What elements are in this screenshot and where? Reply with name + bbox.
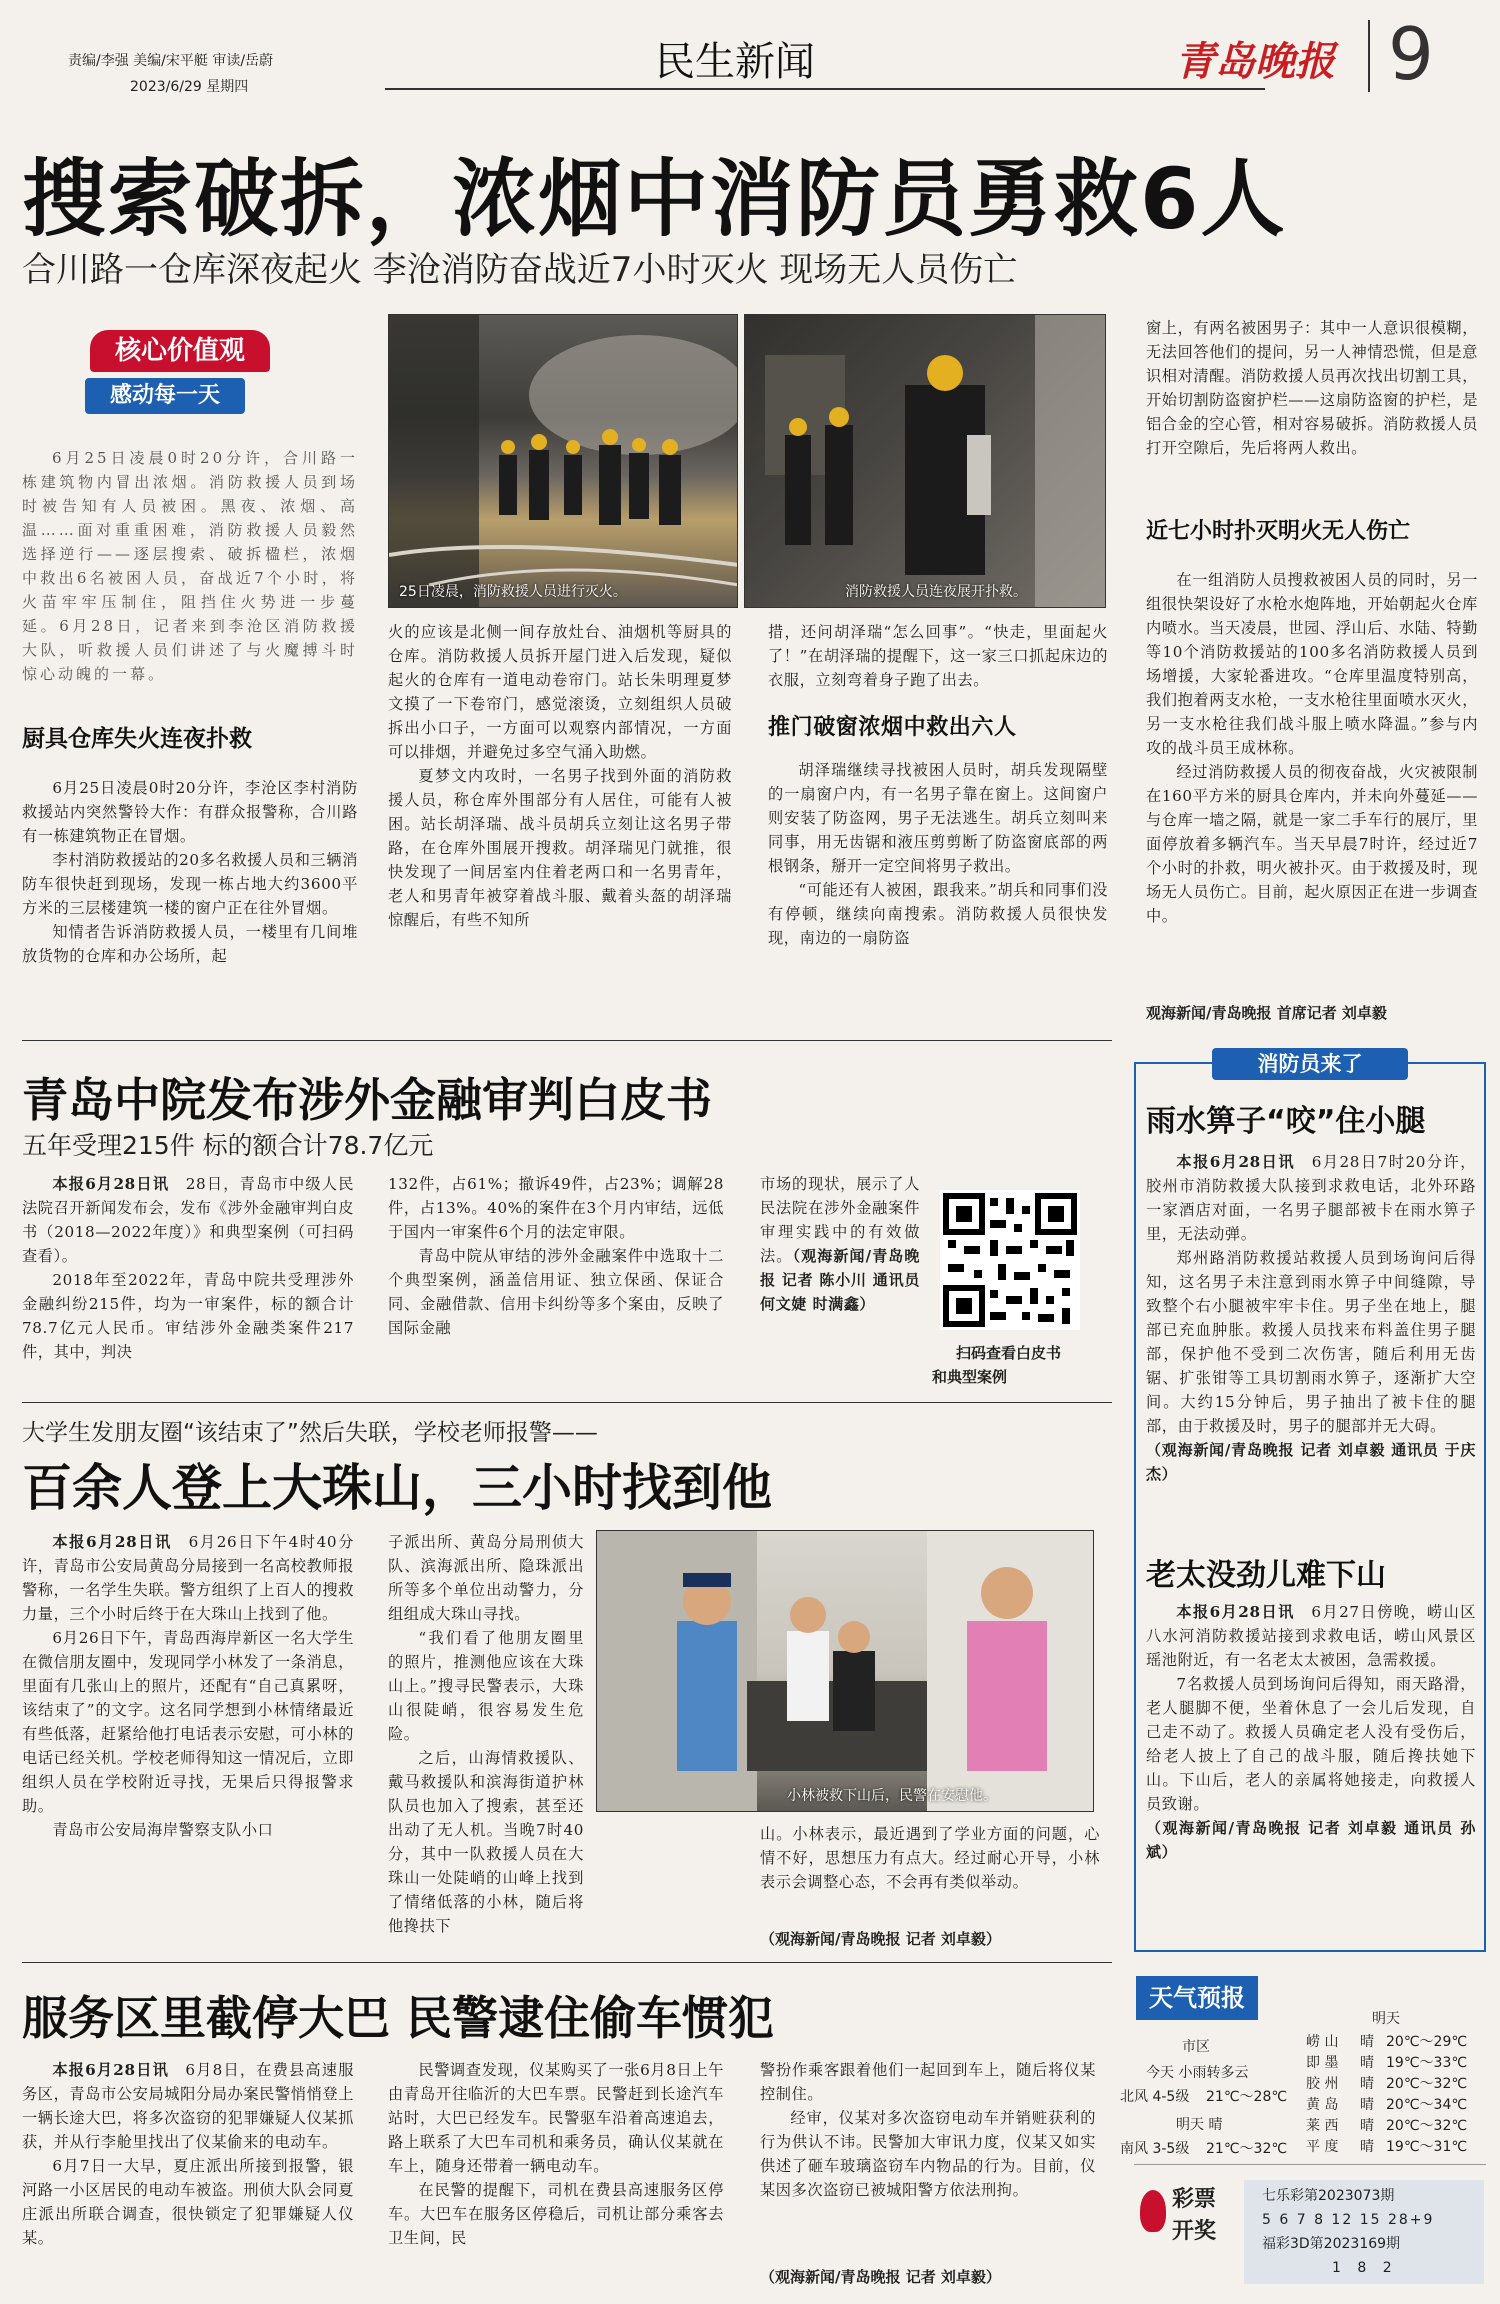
story3-col1: 本报6月28日讯 6月26日下午4时40分许，青岛市公安局黄岛分局接到一名高校教师报警称，一名学生失联。警方组织了上百人的搜救力量，三个小时后终于在大珠山上找到了他。 6月26日下午，青岛西海岸新区一名大学生在微信朋友圈中，发现同学小林发了一条消息，里面有几张山上的照片，还配有“自己真累呀，该结束了”的文字。这名同学想到小林情绪最近有些低落，赶紧给他打电话表示安慰，可小林的电话已经关机。学校老师得知这一情况后，立即组织人员在学校附近寻找，无果后只得报警求助。 青岛市公安局海岸警察支队小口 [22, 1533, 354, 1839]
lottery-line-1: 七乐彩第2023073期 [1262, 2188, 1395, 2204]
section-title: 民生新闻 [655, 39, 815, 85]
sidebar-a-lead: 本报6月28日讯 [1176, 1153, 1296, 1171]
sidebar-b-lead: 本报6月28日讯 [1176, 1603, 1295, 1621]
weather-divider [1134, 2164, 1486, 2165]
story2-subtitle: 五年受理215件 标的额合计78.7亿元 [22, 1131, 434, 1160]
lottery-line-4: 1 8 2 [1332, 2260, 1398, 2276]
sidebar-story-a-body: 本报6月28日讯 6月28日7时20分许，胶州市消防救援大队接到求救电话，北外环路一家酒店对面，一名男子腿部被卡在雨水箅子里，无法动弹。 郑州路消防救援站救援人员到场询问后得知，这名男子未注意到雨水箅子中间缝隙，导致整个右小腿被牢牢卡住。男子坐在地上，腿部已充血肿胀。救援人员找来布料盖住男子腿部，保护他不受到二次伤害，随后利用无齿锯、扩张钳等工具切割雨水箅子，逐渐扩大空间。大约15分钟后，男子抽出了被卡住的腿部，由于救援及时，男子的腿部并无大碍。 （观海新闻/青岛晚报 记者 刘卓毅 通讯员 于庆杰） [1146, 1153, 1476, 1483]
fire-photo-1 [388, 314, 738, 608]
qr-caption-2: 和典型案例 [932, 1368, 1008, 1386]
weather-tomorrow: 明天 晴 [1176, 2117, 1223, 2133]
weather-today: 今天 小雨转多云 [1146, 2065, 1249, 2081]
lottery-title-1: 彩票 [1172, 2187, 1217, 2212]
city-row: 崂 山 晴 20℃～29℃ [1306, 2034, 1468, 2050]
sidebar-banner: 消防员来了 [1212, 1048, 1408, 1080]
story4-col1: 本报6月28日讯 6月8日，在费县高速服务区，青岛市公安局城阳分局办案民警悄悄登上一辆长途大巴，将多次盗窃的犯罪嫌疑人仪某抓获，并从行李舱里找出了仪某偷来的电动车。 6月7日一大早，夏庄派出所接到报警，银河路一小区居民的电动车被盗。刑侦大队会同夏庄派出所联合调查，很快锁定了犯罪嫌疑人仪某。 [22, 2061, 354, 2247]
lottery-line-3: 福彩3D第2023169期 [1262, 2236, 1401, 2252]
issue-date: 2023/6/29 星期四 [130, 79, 249, 95]
qr-caption-1: 扫码查看白皮书 [956, 1344, 1062, 1362]
sidebar-story-b-body: 本报6月28日讯 6月27日傍晚，崂山区八水河消防救援站接到求救电话，崂山风景区瑶池附近，有一名老太太被困，急需救援。 7名救援人员到场询问后得知，雨天路滑，老人腿脚不便，坐着休息了一会儿后发现，自己走不动了。救援人员确定老人没有受伤后，给老人披上了自己的战斗服，随后搀扶她下山。下山后，老人的亲属将她接走，向救援人员致谢。 （观海新闻/青岛晚报 记者 刘卓毅 通讯员 孙斌） [1146, 1603, 1476, 1861]
firefighters-illustration [389, 315, 738, 608]
lottery-box [1244, 2180, 1484, 2284]
city-row: 黄 岛 晴 20℃～34℃ [1306, 2097, 1468, 2113]
city-row: 即 墨 晴 19℃～33℃ [1306, 2055, 1468, 2071]
weather-column-tomorrow: 明天 [1372, 2011, 1400, 2027]
story3-rule [22, 1962, 1112, 1963]
fire-photo-2-caption: 消防救援人员连夜展开扑救。 [845, 584, 1027, 600]
story4-col3: 警扮作乘客跟着他们一起回到车上，随后将仪某控制住。 经审，仪某对多次盗窃电动车并销赃获利的行为供认不讳。民警加大审讯力度，仪某又如实供述了砸车玻璃盗窃车内物品的行为。目前，仪某因多次盗窃已被城阳警方依法刑拘。 [760, 2061, 1096, 2199]
story1-rule [22, 1040, 1112, 1041]
story4-lead: 本报6月28日讯 [52, 2061, 170, 2079]
weather-today-temp: 21℃～28℃ [1206, 2089, 1288, 2105]
story4-headline: 服务区里截停大巴 民警逮住偷车惯犯 [22, 1991, 775, 2045]
story1-subtitle: 合川路一仓库深夜起火 李沧消防奋战近7小时灭火 现场无人员伤亡 [22, 250, 1018, 290]
core-values-badge [80, 330, 280, 420]
sidebar-story-b-title: 老太没劲儿难下山 [1146, 1558, 1386, 1593]
fire-photo-2 [744, 314, 1106, 608]
story1-headline: 搜索破拆，浓烟中消防员勇救6人 [22, 150, 1287, 248]
story2-lead: 本报6月28日讯 [52, 1175, 170, 1193]
badge-top: 核心价值观 [90, 330, 270, 372]
story2-byline: （观海新闻/青岛晚报 记者 陈小川 通讯员 何文婕 时满鑫） [760, 1247, 920, 1313]
police-photo [596, 1530, 1094, 1812]
badge-bottom: 感动每一天 [85, 378, 245, 414]
qr-code[interactable] [940, 1190, 1080, 1330]
weather-tomorrow-temp: 21℃～32℃ [1206, 2141, 1288, 2157]
header-divider [1368, 20, 1370, 92]
police-photo-caption: 小林被救下山后，民警在安慰他。 [787, 1788, 997, 1804]
story3-lead: 本报6月28日讯 [52, 1533, 172, 1551]
story1-subhead-b: 推门破窗浓烟中救出六人 [768, 715, 1017, 740]
rescue-illustration [745, 315, 1106, 608]
city-row: 莱 西 晴 20℃～32℃ [1306, 2118, 1468, 2134]
story1-col3: 措，还问胡泽瑞“怎么回事”。“快走，里面起火了！”在胡泽瑞的提醒下，这一家三口抓起床边的衣服，立刻弯着身子跑了出去。 推门破窗浓烟中救出六人 胡泽瑞继续寻找被困人员时，胡兵发现隔壁的一扇窗户内，有一名男子靠在窗上。这间窗户则安装了防盗网，男子无法逃生。胡兵立刻叫来同事，用无齿锯和液压剪剪断了防盗窗底部的两根钢条，掰开一定空间将男子救出。 “可能还有人被困，跟我来。”胡兵和同事们没有停顿，继续向南搜索。消防救援人员很快发现，南边的一扇防盗 [768, 623, 1108, 947]
qr-code-icon [940, 1190, 1080, 1330]
fire-photo-1-caption: 25日凌晨，消防救援人员进行灭火。 [399, 584, 627, 600]
weather-cities-table [1306, 2032, 1488, 2158]
weather-title: 天气预报 [1136, 1976, 1258, 2020]
sidebar-story-a-title: 雨水箅子“咬”住小腿 [1146, 1104, 1426, 1139]
weather-today-wind: 北风 4-5级 [1120, 2089, 1190, 2105]
story3-byline: （观海新闻/青岛晚报 记者 刘卓毅） [760, 1930, 1001, 1948]
story1-subhead-a: 厨具仓库失火连夜扑救 [22, 726, 252, 752]
page-number: 9 [1388, 12, 1434, 96]
story4-col2: 民警调查发现，仪某购买了一张6月8日上午由青岛开往临沂的大巴车票。民警赶到长途汽车站时，大巴已经发车。民警驱车沿着高速追去，路上联系了大巴车司机和乘务员，确认仪某就在车上，随身还带着一辆电动车。 在民警的提醒下，司机在费县高速服务区停车。大巴车在服务区停稳后，司机让部分乘客去卫生间，民 [388, 2061, 724, 2247]
story3-col3: 山。小林表示，最近遇到了学业方面的问题，心情不好，思想压力有点大。经过耐心开导，小林表示会调整心态，不会再有类似举动。 [760, 1825, 1100, 1891]
story2-headline: 青岛中院发布涉外金融审判白皮书 [22, 1073, 712, 1127]
story4-byline: （观海新闻/青岛晚报 记者 刘卓毅） [760, 2268, 1001, 2286]
story2-rule [22, 1402, 1112, 1403]
story2-col2: 132件，占61%；撤诉49件，占23%；调解28件，占13%。40%的案件在3个月内审结，远低于国内一审案件6个月的法定审限。 青岛中院从审结的涉外金融案件中选取十二个典型案例，涵盖信用证、独立保函、保证合同、金融借款、信用卡纠纷等多个案由，反映了国际金融 [388, 1175, 724, 1337]
story2-col1: 本报6月28日讯 28日，青岛市中级人民法院召开新闻发布会，发布《涉外金融审判白皮书（2018—2022年度）》和典型案例（可扫码查看）。 2018年至2022年，青岛中院共受理涉外金融纠纷215件，均为一审案件，标的额合计78.7亿元人民币。审结涉外金融类案件217件，其中，判决 [22, 1175, 354, 1361]
story1-byline: 观海新闻/青岛晚报 首席记者 刘卓毅 [1146, 1004, 1387, 1022]
story1-col2: 火的应该是北侧一间存放灶台、油烟机等厨具的仓库。消防救援人员拆开屋门进入后发现，疑似起火的仓库有一道电动卷帘门。站长朱明理夏梦文摸了一下卷帘门，感觉滚烫，立刻组织人员破拆出小口子，一方面可以观察内部情况，一方面可以排烟，并避免过多空气涌入助燃。 夏梦文内攻时，一名男子找到外面的消防救援人员，称仓库外围部分有人居住，可能有人被困。站长胡泽瑞、战斗员胡兵立刻让这名男子带路，在仓库外围展开搜救。胡泽瑞见门就推，很快发现了一间居室内住着老两口和一名男青年，老人和男青年被穿着战斗服、戴着头盔的胡泽瑞惊醒后，有些不知所 [388, 623, 732, 929]
story1-intro: 6月25日凌晨0时20分许，合川路一栋建筑物内冒出浓烟。消防救援人员到场时被告知有人员被困。黑夜、浓烟、高温……面对重重困难，消防救援人员毅然选择逆行——逐层搜索、破拆楹栏，浓烟中救出6名被困人员，奋战近7个小时，将火苗牢牢压制住，阻挡住火势进一步蔓延。6月28日，记者来到李沧区消防救援大队，听救援人员们讲述了与火魔搏斗时惊心动魄的一幕。 [22, 449, 358, 683]
story1-col1: 6月25日凌晨0时20分许，李沧区李村消防救援站内突然警铃大作：有群众报警称，合川路有一栋建筑物正在冒烟。 李村消防救援站的20多名救援人员和三辆消防车很快赶到现场，发现一栋占地大约3600平方米的三层楼建筑一楼的窗户正在往外冒烟。 知情者告诉消防救援人员，一楼里有几间堆放货物的仓库和办公场所，起 [22, 779, 358, 965]
header-rule [385, 88, 1265, 90]
lottery-icon [1140, 2190, 1166, 2232]
story2-col3: 市场的现状，展示了人民法院在涉外金融案件审理实践中的有效做法。（观海新闻/青岛晚报 记者 陈小川 通讯员 何文婕 时满鑫） [760, 1175, 920, 1313]
lottery-title-2: 开奖 [1172, 2219, 1217, 2244]
sidebar-b-byline: （观海新闻/青岛晚报 记者 刘卓毅 通讯员 孙斌） [1146, 1819, 1476, 1861]
paper-name: 青岛晚报 [1175, 38, 1335, 85]
weather-city-label: 市区 [1182, 2039, 1210, 2055]
story3-kicker: 大学生发朋友圈“该结束了”然后失联，学校老师报警—— [22, 1420, 598, 1446]
editor-credits: 责编/李强 美编/宋平艇 审读/岳蔚 [68, 53, 274, 69]
city-row: 平 度 晴 19℃～31℃ [1306, 2139, 1468, 2155]
story1-col4b: 在一组消防人员搜救被困人员的同时，另一组很快架设好了水枪水炮阵地，开始朝起火仓库内喷水。当天凌晨，世园、浮山后、水陆、特勤等10个消防救援站的100多名消防救援人员到场增援，大家轮番进攻。“仓库里温度特别高，我们抱着两支水枪，一支水枪往里面喷水灭火，另一支水枪往我们战斗服上喷水降温。”参与内攻的战斗员王成林称。 经过消防救援人员的彻夜奋战，火灾被限制在160平方米的厨具仓库内，并未向外蔓延——与仓库一墙之隔，就是一家二手车行的展厅，里面停放着多辆汽车。当天早晨7时许，经过近7个小时的扑救，明火被扑灭。由于救援及时，现场无人员伤亡。目前，起火原因正在进一步调查中。 [1146, 571, 1478, 925]
story3-col2: 子派出所、黄岛分局刑侦大队、滨海派出所、隐珠派出所等多个单位出动警力，分组组成大珠山寻找。 “我们看了他朋友圈里的照片，推测他应该在大珠山上。”搜寻民警表示，大珠山很陡峭，很容易发生危险。 之后，山海情救援队、戴马救援队和滨海街道护林队员也加入了搜索，甚至还出动了无人机。当晚7时40分，其中一队救援人员在大珠山一处陡峭的山峰上找到了情绪低落的小林，随后将他搀扶下 [388, 1533, 584, 1935]
story1-subhead-c: 近七小时扑灭明火无人伤亡 [1146, 519, 1411, 544]
story3-headline: 百余人登上大珠山，三小时找到他 [22, 1459, 772, 1517]
lottery-line-2: 5 6 7 8 12 15 28+9 [1262, 2212, 1435, 2228]
police-comfort-illustration [597, 1531, 1094, 1812]
story1-col4: 窗上，有两名被困男子：其中一人意识很模糊，无法回答他们的提问，另一人神情恐慌，但是意识相对清醒。消防救援人员再次找出切割工具，开始切割防盗窗护栏——这扇防盗窗的护栏，是铝合金的空心管，相对容易破拆。消防救援人员打开空隙后，先后将两人救出。 [1146, 319, 1478, 457]
weather-tomorrow-wind: 南风 3-5级 [1120, 2141, 1190, 2157]
city-row: 胶 州 晴 20℃～32℃ [1306, 2076, 1468, 2092]
sidebar-a-byline: （观海新闻/青岛晚报 记者 刘卓毅 通讯员 于庆杰） [1146, 1441, 1476, 1483]
